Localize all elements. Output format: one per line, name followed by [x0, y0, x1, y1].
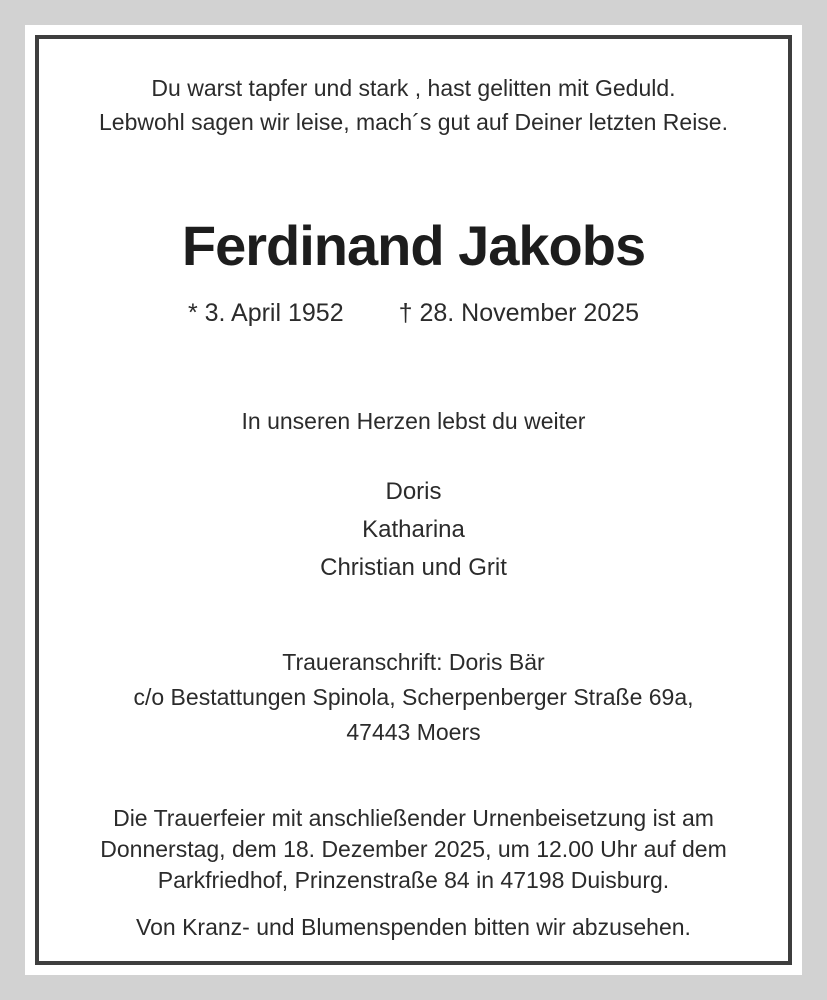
mourning-address	[25, 645, 802, 750]
mourner-name-1: Doris	[385, 478, 442, 505]
deceased-name: Ferdinand Jakobs	[181, 214, 646, 277]
verse-line-1: Du warst tapfer und stark , hast gelitten mit Geduld.	[151, 75, 676, 101]
death-date: † 28. November 2025	[398, 299, 640, 327]
memorial-card	[25, 25, 802, 975]
mourner-name-3: Christian und Grit	[320, 554, 507, 581]
verse-line-2: Lebwohl sagen wir leise, mach´s gut auf Deiner letzten Reise.	[99, 109, 728, 135]
mourner-name-2: Katharina	[362, 516, 465, 543]
ceremony-line-1: Die Trauerfeier mit anschließender Urnenbeisetzung ist am	[113, 805, 714, 831]
ceremony-info	[25, 803, 802, 896]
verse	[25, 71, 802, 139]
life-dates	[25, 298, 802, 328]
mourning-address-line-2: c/o Bestattungen Spinola, Scherpenberger Straße 69a,	[133, 684, 694, 710]
mourning-address-line-1: Traueranschrift: Doris Bär	[282, 649, 545, 675]
mourners	[25, 473, 802, 587]
ceremony-line-2: Donnerstag, dem 18. Dezember 2025, um 12.00 Uhr auf dem	[100, 836, 727, 862]
donations-note: Von Kranz- und Blumenspenden bitten wir abzusehen.	[136, 914, 691, 940]
hearts-line: In unseren Herzen lebst du weiter	[241, 408, 586, 434]
mourning-address-line-3: 47443 Moers	[346, 719, 481, 745]
birth-date: * 3. April 1952	[187, 299, 344, 327]
ceremony-line-3: Parkfriedhof, Prinzenstraße 84 in 47198 Duisburg.	[157, 867, 670, 893]
